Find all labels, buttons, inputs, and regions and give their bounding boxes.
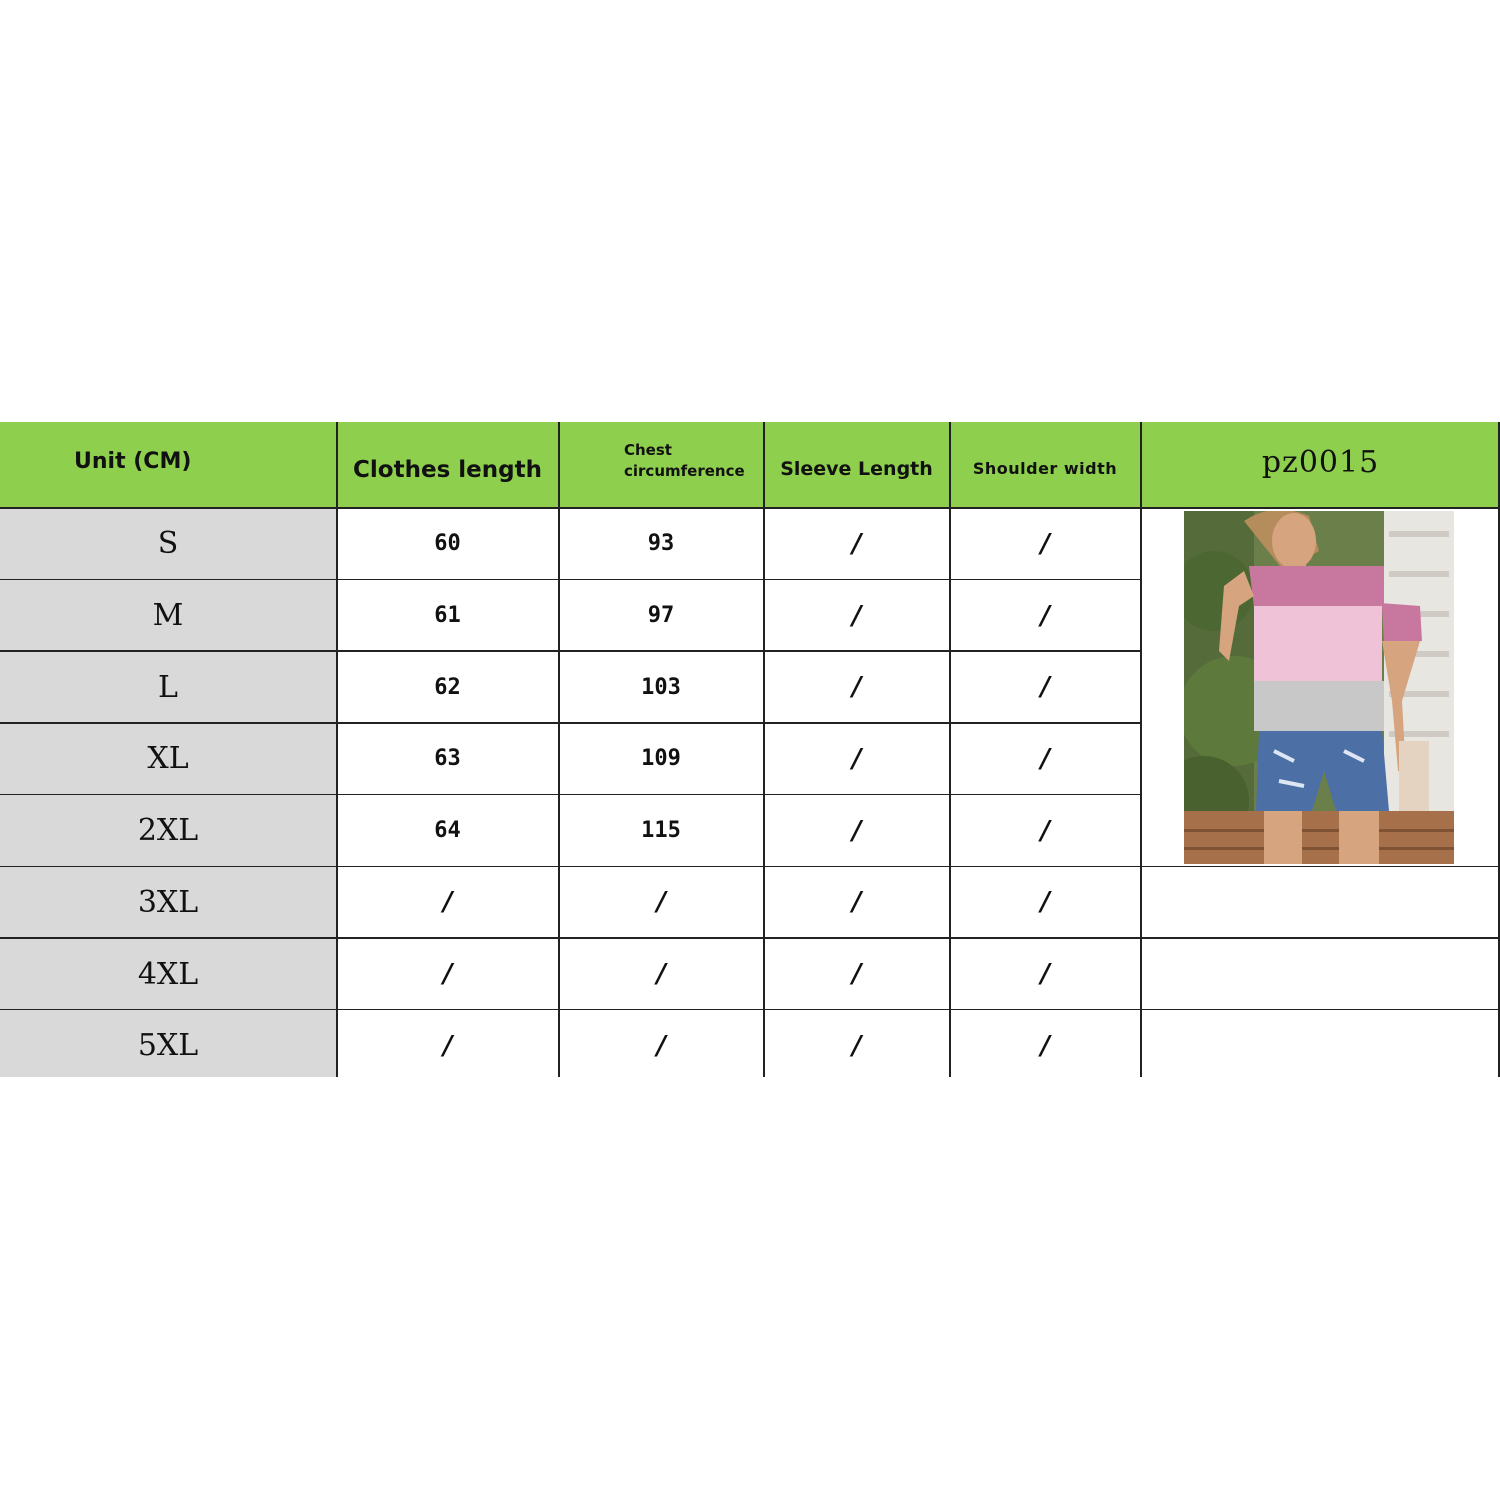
cell-length: /: [442, 959, 453, 990]
size-label: 4XL: [0, 938, 336, 1010]
cell-chest: 115: [641, 818, 681, 844]
cell-chest: /: [656, 959, 666, 990]
row-divider: [0, 1009, 1500, 1011]
cell-length: /: [442, 887, 453, 918]
cell-sleeve: /: [851, 1030, 862, 1061]
cell-chest: /: [656, 887, 666, 918]
cell-length: 61: [434, 603, 461, 629]
header-chest-circumference: [559, 422, 763, 507]
header-clothes-length: Clothes length: [337, 422, 558, 507]
size-chart-table: [0, 422, 1500, 1077]
column-divider: [336, 422, 338, 1077]
cell-sleeve: /: [851, 887, 862, 918]
column-divider: [1498, 422, 1500, 1077]
cell-shoulder: /: [1040, 672, 1050, 703]
column-divider: [949, 422, 951, 1077]
column-divider: [558, 422, 560, 1077]
header-chest-line2: circumference: [624, 461, 745, 480]
header-shoulder-width: Shoulder width: [950, 422, 1140, 507]
cell-sleeve: /: [851, 815, 862, 846]
cell-length: 62: [434, 674, 461, 700]
cell-shoulder: /: [1040, 959, 1050, 990]
cell-shoulder: /: [1040, 1030, 1050, 1061]
size-label: 3XL: [0, 867, 336, 939]
cell-chest: 93: [647, 531, 675, 557]
cell-shoulder: /: [1040, 743, 1050, 774]
product-photo: [1184, 511, 1454, 864]
cell-chest: 97: [647, 603, 675, 629]
cell-length: 60: [434, 531, 461, 557]
cell-chest: 109: [641, 746, 681, 772]
cell-shoulder: /: [1040, 815, 1050, 846]
row-divider: [0, 650, 1140, 652]
cell-shoulder: /: [1040, 600, 1050, 631]
row-divider: [0, 722, 1140, 724]
cell-chest: /: [656, 1030, 666, 1061]
cell-sleeve: /: [851, 528, 862, 559]
cell-sleeve: /: [851, 672, 862, 703]
cell-length: /: [442, 1030, 453, 1061]
size-label: S: [0, 508, 336, 580]
header-chest-line1: Chest: [624, 440, 672, 459]
cell-sleeve: /: [851, 743, 862, 774]
size-label: L: [0, 651, 336, 723]
row-divider: [0, 579, 1140, 581]
row-divider: [0, 866, 1500, 868]
cell-shoulder: /: [1040, 528, 1050, 559]
size-label: XL: [0, 723, 336, 795]
size-label: 5XL: [0, 1010, 336, 1077]
cell-sleeve: /: [851, 600, 862, 631]
cell-length: 63: [434, 746, 461, 772]
row-divider: [0, 794, 1140, 796]
header-product-code: pz0015: [1141, 422, 1500, 507]
cell-chest: 103: [641, 674, 681, 700]
size-label: 2XL: [0, 795, 336, 867]
column-divider: [763, 422, 765, 1077]
header-sleeve-length: Sleeve Length: [764, 422, 949, 507]
cell-sleeve: /: [851, 959, 862, 990]
column-divider: [1140, 422, 1142, 1077]
header-unit: Unit (CM): [0, 422, 336, 507]
row-divider: [0, 507, 1500, 509]
size-label: M: [0, 580, 336, 652]
row-divider: [0, 937, 1500, 939]
cell-shoulder: /: [1040, 887, 1050, 918]
cell-length: 64: [434, 818, 461, 844]
